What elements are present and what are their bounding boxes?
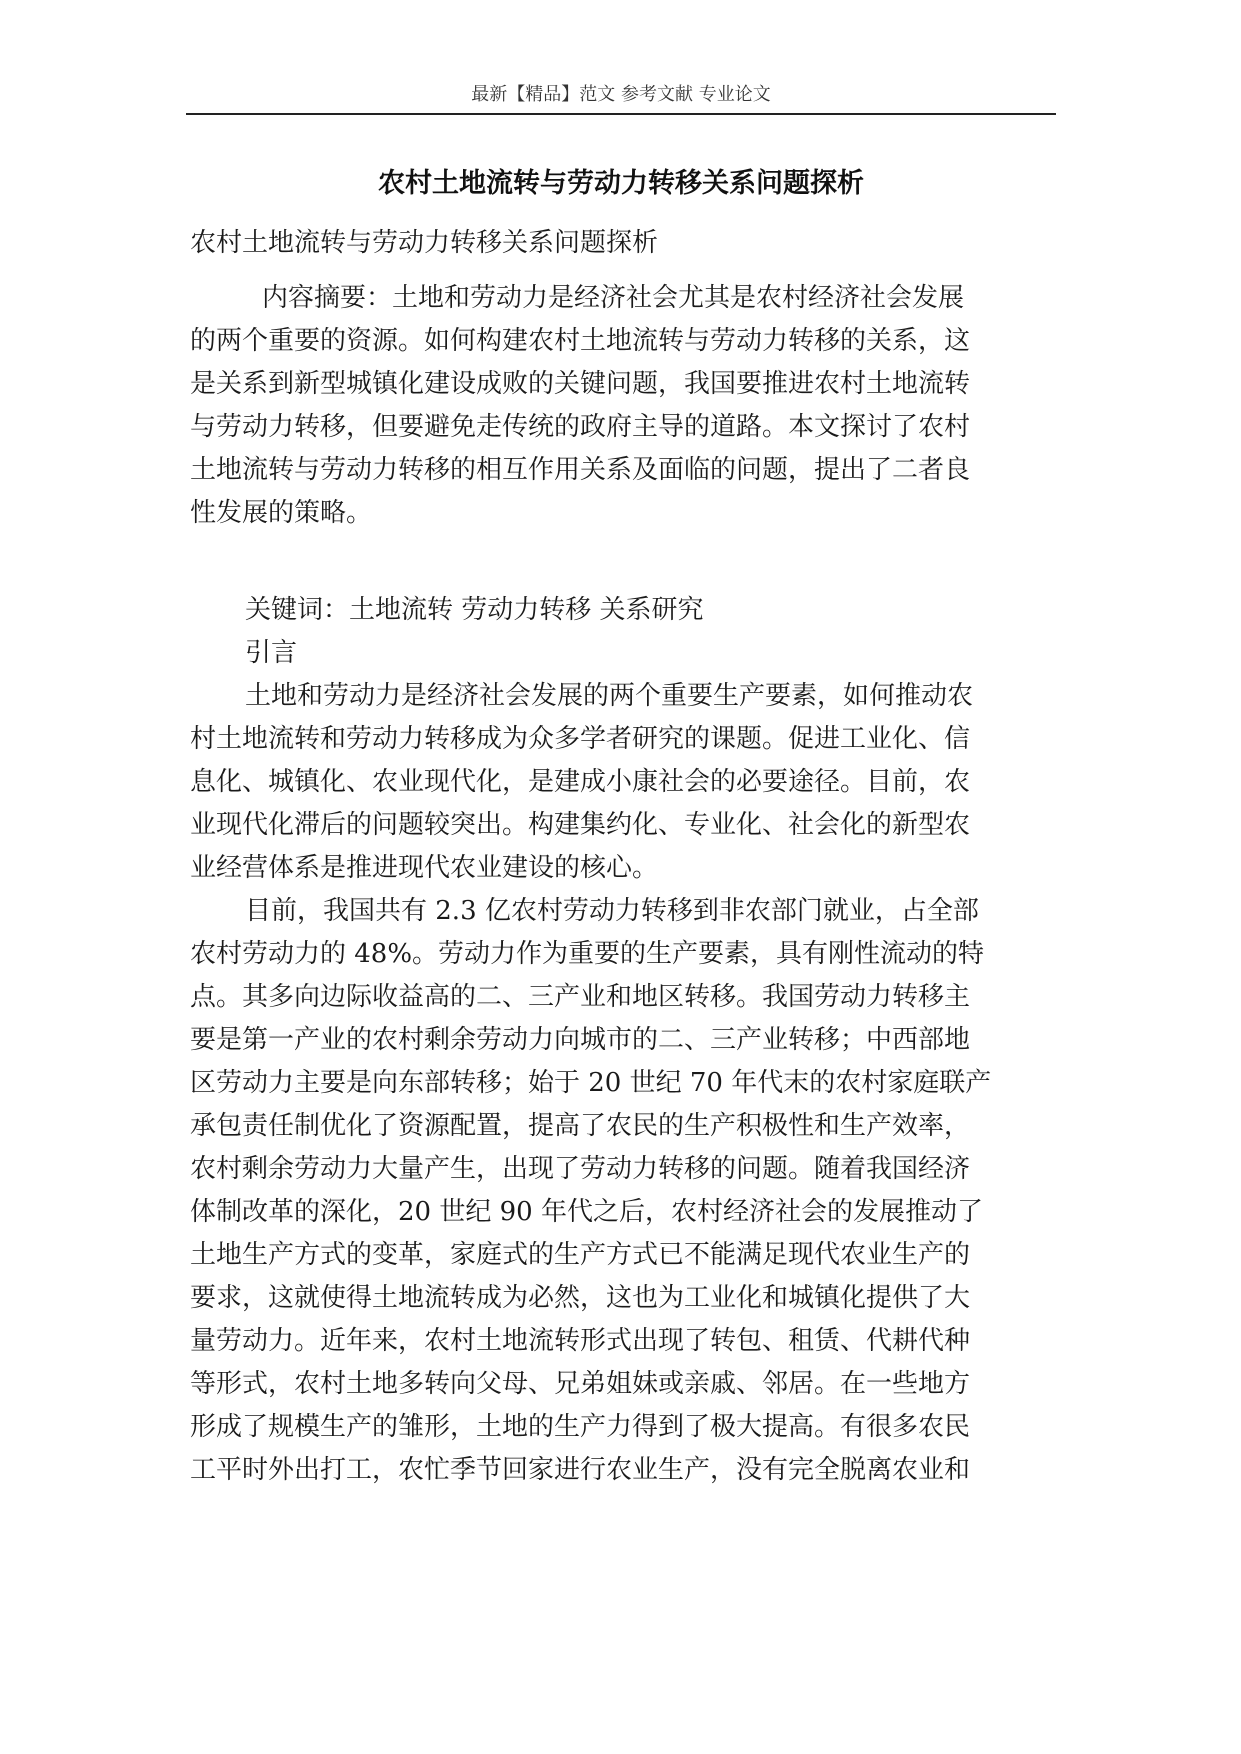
header-rule [186,113,1056,115]
paragraph-line: 点。其多向边际收益高的二、三产业和地区转移。我国劳动力转移主 [190,982,971,1012]
paragraph-line: 量劳动力。近年来，农村土地流转形式出现了转包、租赁、代耕代种 [190,1326,971,1356]
abstract-line: 内容摘要：土地和劳动力是经济社会尤其是农村经济社会发展 [262,283,965,313]
document-subtitle: 农村土地流转与劳动力转移关系问题探析 [190,228,659,258]
paragraph-line: 承包责任制优化了资源配置，提高了农民的生产积极性和生产效率， [190,1111,971,1141]
abstract-line: 土地流转与劳动力转移的相互作用关系及面临的问题，提出了二者良 [190,455,971,485]
document-title: 农村土地流转与劳动力转移关系问题探析 [378,168,864,199]
keywords-line: 关键词：土地流转 劳动力转移 关系研究 [245,595,704,625]
paragraph-line: 农村劳动力的 48%。劳动力作为重要的生产要素，具有刚性流动的特 [190,939,985,969]
paragraph-line: 区劳动力主要是向东部转移；始于 20 世纪 70 年代末的农村家庭联产 [190,1068,992,1098]
abstract-line: 的两个重要的资源。如何构建农村土地流转与劳动力转移的关系，这 [190,326,971,356]
paragraph-line: 工平时外出打工，农忙季节回家进行农业生产，没有完全脱离农业和 [190,1455,971,1485]
running-header: 最新【精品】范文 参考文献 专业论文 [471,84,771,105]
paragraph-line: 农村剩余劳动力大量产生，出现了劳动力转移的问题。随着我国经济 [190,1154,971,1184]
paragraph-line: 等形式，农村土地多转向父母、兄弟姐妹或亲戚、邻居。在一些地方 [190,1369,971,1399]
abstract-line: 是关系到新型城镇化建设成败的关键问题，我国要推进农村土地流转 [190,369,971,399]
paragraph-line: 业现代化滞后的问题较突出。构建集约化、专业化、社会化的新型农 [190,810,971,840]
paragraph-line: 村土地流转和劳动力转移成为众多学者研究的课题。促进工业化、信 [190,724,971,754]
abstract-line: 性发展的策略。 [190,498,373,528]
paragraph-line: 业经营体系是推进现代农业建设的核心。 [190,853,659,883]
abstract-line: 与劳动力转移，但要避免走传统的政府主导的道路。本文探讨了农村 [190,412,971,442]
paragraph-line: 形成了规模生产的雏形，土地的生产力得到了极大提高。有很多农民 [190,1412,971,1442]
paragraph-line: 土地和劳动力是经济社会发展的两个重要生产要素，如何推动农 [245,681,974,711]
paragraph-line: 息化、城镇化、农业现代化，是建成小康社会的必要途径。目前，农 [190,767,971,797]
intro-heading: 引言 [245,638,298,668]
paragraph-line: 要是第一产业的农村剩余劳动力向城市的二、三产业转移；中西部地 [190,1025,971,1055]
paragraph-line: 体制改革的深化，20 世纪 90 年代之后，农村经济社会的发展推动了 [190,1197,983,1227]
paragraph-line: 土地生产方式的变革，家庭式的生产方式已不能满足现代农业生产的 [190,1240,971,1270]
paragraph-line: 要求，这就使得土地流转成为必然，这也为工业化和城镇化提供了大 [190,1283,971,1313]
paragraph-line: 目前，我国共有 2.3 亿农村劳动力转移到非农部门就业，占全部 [245,896,979,926]
